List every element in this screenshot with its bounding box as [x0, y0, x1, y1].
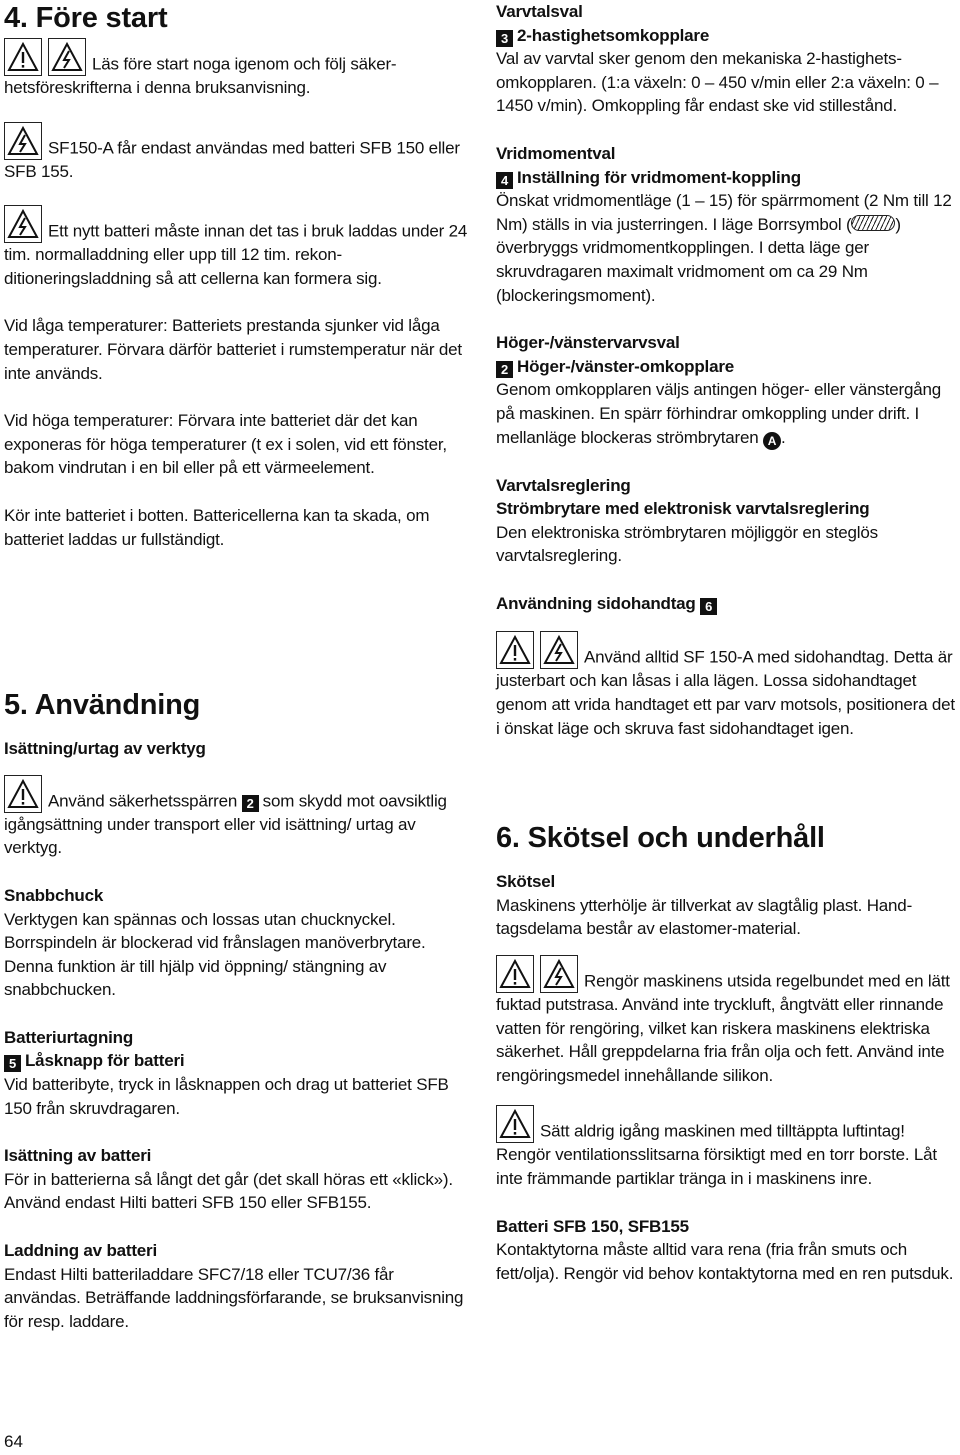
warning-triangle-icon [496, 1105, 534, 1143]
rengor-paragraph: Rengör maskinens utsida regelbundet med en lätt fuktad putstrasa. Använd inte tryckluft, ångtvätt eller rinnande vatten för rengöring, vilket kan riskera maskinens elektriska säkerhet. Håll greppdelarna fria från olja och fett. Använd inte rengöringsmedel innehållande silikon. [496, 955, 960, 1087]
hoger-title: Höger-/vänstervarvsval [496, 333, 680, 353]
warning-triangle-icon [4, 38, 42, 76]
snabbchuck-title: Snabbchuck [4, 885, 104, 905]
s4-paragraph-1: Läs före start noga igenom och följ säkerhetsföreskrifterna i denna bruksanvisning. [4, 38, 468, 100]
batteri-title: Batteri SFB 150, SFB155 [496, 1216, 689, 1236]
reglering-title: Varvtalsreglering [496, 475, 631, 495]
s4-paragraph-3: Ett nytt batteri måste innan det tas i bruk laddas under 24 tim. normalladdning eller upp till 12 tim. rekonditioneringsladdning så att cellerna kan formera sig. [4, 205, 468, 290]
page-number: 64 [4, 1432, 23, 1451]
varvtalsval-title: Varvtalsval [496, 2, 583, 21]
sidohandtag-title: Användning sidohandtag 6 [496, 592, 960, 616]
figure-number-badge: 6 [700, 598, 717, 615]
isattning-title: Isättning/urtag av verktyg [4, 739, 206, 759]
isattning-paragraph: Använd säkerhetsspärren 2 som skydd mot oavsiktlig igångsättning under transport eller vid isättning/ urtag av verktyg. [4, 775, 468, 860]
isattning-batteri-title: Isättning av batteri [4, 1146, 152, 1166]
batteri-paragraph: Kontaktytorna måste alltid vara rena (fria från smuts och fett/olja). Rengör vid behov kontaktytorna med en ren putsduk. [496, 1240, 954, 1283]
batteriurtagning-title: Batteriurtagning [4, 1027, 134, 1047]
warning-triangle-icon [496, 955, 534, 993]
laddning-title: Laddning av batteri [4, 1241, 157, 1261]
reglering-paragraph: Den elektroniska strömbrytaren möjliggör en steglös varvtalsreglering. [496, 522, 878, 566]
electrical-hazard-icon [540, 955, 578, 993]
electrical-hazard-icon [540, 631, 578, 669]
sidohandtag-paragraph: Använd alltid SF 150-A med sidohandtag. Detta är justerbart och kan låsas i alla lägen. Lossa sidohandtaget genom att vrida handtaget ett par varv motsols, positionera det i önskat läge och skruva fast sidohandtaget igen. [496, 631, 960, 740]
electrical-hazard-icon [48, 38, 86, 76]
figure-number-badge: 4 [496, 172, 513, 189]
hoger-paragraph: Genom omkopplaren väljs antingen höger- eller vänstergång på maskinen. En spärr förhindrar omkoppling under drift. I mellanläge blockeras strömbrytaren A . [496, 380, 942, 448]
vrid-subtitle: 4 Inställning för vridmoment-koppling [496, 166, 960, 190]
right-column [496, 0, 960, 1285]
warning-triangle-icon [4, 775, 42, 813]
left-column [4, 0, 468, 1333]
reglering-subtitle: Strömbrytare med elektronisk varvtalsreglering [496, 499, 870, 519]
section-6-title: 6. Skötsel och underhåll [496, 822, 825, 855]
isattning-batteri-paragraph-1: För in batterierna så långt det går (det skall höras ett «klick»). [4, 1169, 453, 1189]
figure-number-badge: 2 [242, 795, 259, 812]
skotsel-paragraph: Maskinens ytterhölje är tillverkat av slagtålig plast. Handtagsdelama består av elastomer-material. [496, 895, 913, 939]
s4-paragraph-2: SF150-A får endast användas med batteri SFB 150 eller SFB 155. [4, 122, 468, 184]
lasknapp-subtitle: 5 Låsknapp för batteri [4, 1049, 468, 1073]
warning-triangle-icon [496, 631, 534, 669]
vridmoment-title: Vridmomentval [496, 143, 616, 163]
snabbchuck-paragraph: Verktygen kan spännas och lossas utan chucknyckel. Borrspindeln är blockerad vid frånslagen manöverbrytare. Denna funktion är till hjälp vid öppning/ stängning av snabbchucken. [4, 909, 426, 1000]
hoger-subtitle: 2 Höger-/vänster-omkopplare [496, 355, 960, 379]
laddning-paragraph: Endast Hilti batteriladdare SFC7/18 eller TCU7/36 får användas. Beträffande laddningsförfarande, se bruksanvisning för resp. laddare. [4, 1264, 464, 1331]
varvtal-subtitle: 3 2-hastighetsomkopplare [496, 24, 960, 48]
figure-letter-badge: A [763, 432, 781, 450]
satt-paragraph: Sätt aldrig igång maskinen med tilltäppta luftintag! Rengör ventilationsslitsarna försiktigt med en torr borste. Låt inte främmande partiklar tränga in i maskinens inre. [496, 1105, 960, 1190]
section-4-title: 4. Före start [4, 2, 168, 34]
s4-paragraph-5: Vid höga temperaturer: Förvara inte batteriet där det kan exponeras för höga temperaturer (t ex i solen, vid ett fönster, bakom vindrutan i en bil eller på ett värmeelement. [4, 411, 447, 478]
figure-number-badge: 2 [496, 361, 513, 378]
section-5-title: 5. Användning [4, 689, 201, 722]
isattning-batteri-paragraph-2: Använd endast Hilti batteri SFB 150 eller SFB155. [4, 1193, 372, 1213]
figure-number-badge: 5 [4, 1055, 21, 1072]
s4-paragraph-6: Kör inte batteriet i botten. Battericellerna kan ta skada, om batteriet laddas ur fullständigt. [4, 505, 430, 549]
vrid-paragraph: Önskat vridmomentläge (1 – 15) för spärrmoment (2 Nm till 12 Nm) ställs in via justerringen. I läge Borrsymbol ( ) överbryggs vridmomentkopplingen. I detta läge ger skruvdragaren maximalt vridmoment om ca 29 Nm (blockeringsmoment). [496, 191, 952, 305]
electrical-hazard-icon [4, 205, 42, 243]
skotsel-title: Skötsel [496, 872, 556, 892]
s4-paragraph-4: Vid låga temperaturer: Batteriets prestanda sjunker vid låga temperaturer. Förvara därför batteriet i rumstemperatur när det inte används. [4, 316, 462, 383]
batteriurtagning-paragraph: Vid batteribyte, tryck in låsknappen och drag ut batteriet SFB 150 från skruvdragaren. [4, 1075, 449, 1118]
figure-number-badge: 3 [496, 30, 513, 47]
electrical-hazard-icon [4, 122, 42, 160]
drill-symbol-icon [851, 215, 895, 231]
varvtal-paragraph: Val av varvtal sker genom den mekaniska 2-hastighetsomkopplaren. (1:a växeln: 0 – 450 v/min eller 2:a växeln: 0 – 1450 v/min). Omkoppling får endast ske vid stillestånd. [496, 49, 939, 116]
